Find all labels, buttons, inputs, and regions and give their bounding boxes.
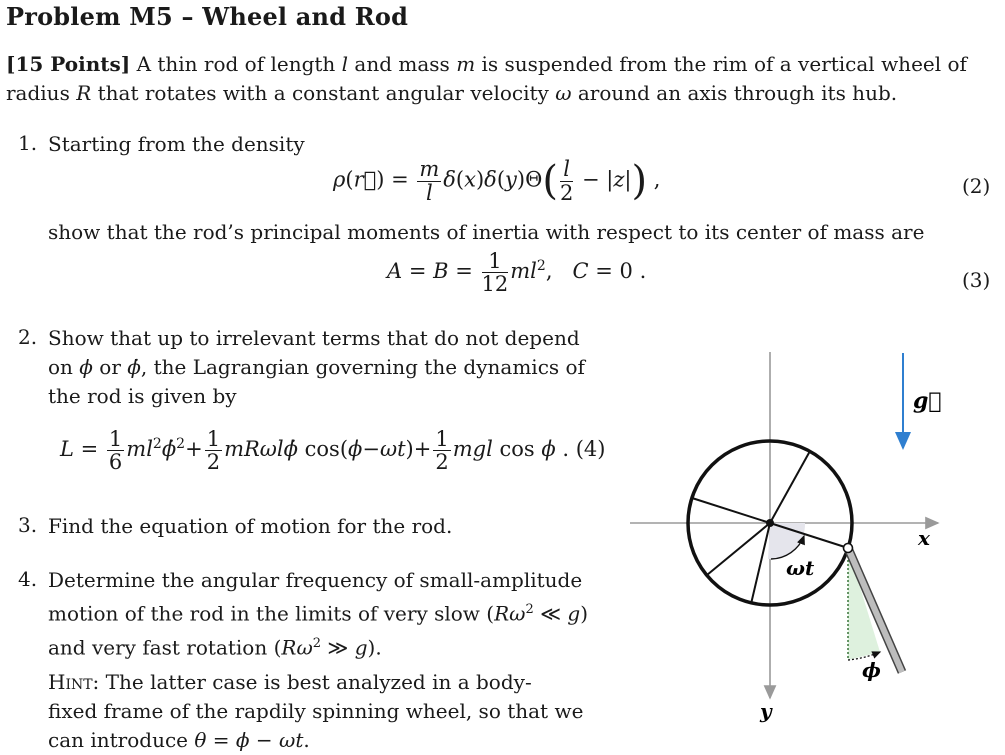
- equation-2: ρ(r⃗) = $\frac{m}{l}$ δ(x)δ(y)Θ( $\frac{l}{2}$ − |z|) ,: [333, 157, 661, 205]
- item-4-line-3: and very fast rotation ($R\omega^2$ ≫ g).: [48, 635, 382, 660]
- y-axis-label: y: [760, 699, 772, 723]
- item-3-text: Find the equation of motion for the rod.: [48, 514, 453, 538]
- hint-text-1: The latter case is best analyzed in a body-: [105, 670, 532, 695]
- equation-3: A = B = $\frac{1}{12}$ $ml^2$, C = 0 .: [387, 249, 647, 297]
- item-1-number: 1.: [18, 131, 38, 155]
- frac-1-over-2-b: $\frac{1}{2}$: [435, 427, 449, 475]
- item-3-number: 3.: [18, 513, 38, 537]
- points-label: [15 Points]: [6, 52, 131, 76]
- item-1-text-a: Starting from the density: [48, 132, 305, 156]
- hint-label: Hint:: [48, 670, 100, 695]
- equation-2-number: (2): [962, 174, 991, 198]
- angle-wt-label: ωt: [786, 556, 815, 580]
- intro-line-2: radius R that rotates with a constant angular velocity ω around an axis through its hub.: [6, 81, 898, 105]
- spoke-2: [692, 498, 770, 523]
- equation-4-number: (4): [575, 437, 606, 462]
- item-4-line-2: motion of the rod in the limits of very slow ($R\omega^2$ ≪ g): [48, 601, 589, 626]
- item-4-number: 4.: [18, 567, 38, 591]
- item-2-text: [48, 324, 593, 411]
- gravity-label: g⃗: [913, 388, 942, 414]
- item-2-line-1: Show that up to irrelevant terms that do not depend: [48, 326, 580, 350]
- hint-line-3: can introduce θ = ϕ − ωt.: [48, 728, 310, 753]
- equation-3-number: (3): [962, 268, 991, 292]
- intro-line-1: [6, 50, 1001, 79]
- item-1-text-b: show that the rod’s principal moments of inertia with respect to its center of mass are: [48, 220, 925, 244]
- frac-1-over-2-a: $\frac{1}{2}$: [206, 427, 221, 475]
- wheel-hub: [766, 519, 774, 527]
- angle-phi-label: ϕ: [862, 658, 881, 682]
- frac-m-over-l: $\frac{m}{l}$: [419, 157, 440, 205]
- x-axis-label: x: [918, 526, 930, 550]
- item-4-line-1: Determine the angular frequency of small-amplitude: [48, 568, 583, 592]
- problem-intro: [6, 50, 1001, 108]
- item-2-number: 2.: [18, 325, 38, 349]
- frac-1-over-12: $\frac{1}{12}$: [481, 249, 509, 297]
- hint-line-1: [48, 668, 593, 697]
- spoke-1: [770, 451, 810, 523]
- intro-text-1: A thin rod of length l and mass m is suspended from the rim of a vertical wheel of: [136, 52, 967, 76]
- item-4-text: [48, 566, 593, 755]
- wheel-rod-figure: [600, 340, 1000, 745]
- frac-l-over-2: $\frac{l}{2}$: [559, 157, 574, 205]
- hint-line-2: fixed frame of the rapdily spinning wheel, so that we: [48, 699, 584, 724]
- equation-4: L = $\frac{1}{6}$ $ml^2\phi̇^2+$ $\frac{1}{2}$ mRωlϕ̇ cos(ϕ−ωt)+ $\frac{1}{2}$ mgl cos ϕ . (4): [60, 427, 606, 475]
- problem-title: Problem M5 – Wheel and Rod: [6, 2, 409, 31]
- rod-pivot: [844, 544, 853, 553]
- item-2-line-2: on ϕ or ϕ̇, the Lagrangian governing the dynamics of: [48, 355, 585, 379]
- frac-1-over-6: $\frac{1}{6}$: [108, 427, 123, 475]
- item-2-line-3: the rod is given by: [48, 384, 237, 408]
